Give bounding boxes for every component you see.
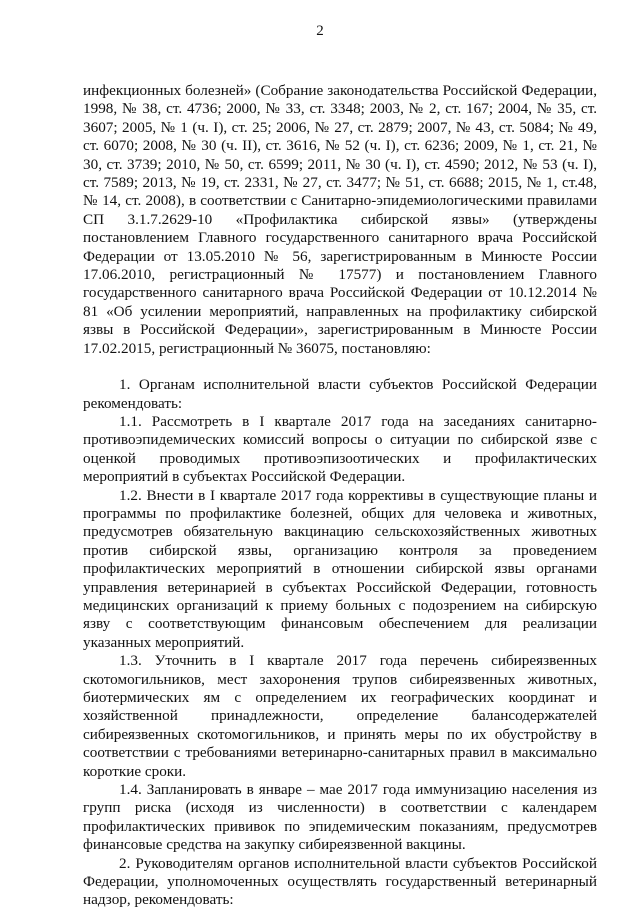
intro-paragraph: инфекционных болезней» (Собрание законодательства Российской Федерации, 1998, № 38, ст. 4736; 2000, № 33, ст. 3348; 2003, № 2, ст. 167; 2004, № 35, ст. 3607; 2005, № 1 (ч. I), ст. 25; 2006, № 27, ст. 2879; 2007, № 43, ст. 5084; № 49, ст. 6070; 2008, № 30 (ч. II), ст. 3616, № 52 (ч. I), ст. 6236; 2009, № 1, ст. 21, № 30, ст. 3739; 2010, № 50, ст. 6599; 2011, № 30 (ч. I), ст. 4590; 2012, № 53 (ч. I), ст. 7589; 2013, № 19, ст. 2331, № 27, ст. 3477; № 51, ст. 6688; 2015, № 1, ст.48, № 14, ст. 2008), в соответствии с Санитарно-эпидемиологическими правилами СП 3.1.7.2629-10 «Профилактика сибирской язвы» (утверждены постановлением Главного государственного санитарного врача Российской Федерации от 13.05.2010 № 56, зарегистрированным в Минюсте России 17.06.2010, регистрационный № 17577) и постановлением Главного государственного санитарного врача Российской Федерации от 10.12.2014 № 81 «Об усилении мероприятий, направленных на профилактику сибирской язвы в Российской Федерации», зарегистрированным в Минюсте России 17.02.2015, регистрационный № 36075, постановляю:	[83, 82, 597, 357]
item-1-1: 1.1. Рассмотреть в I квартале 2017 года на заседаниях санитарно-противоэпидемических комиссий вопросы о ситуации по сибирской язве с оценкой проводимых противоэпизоотических и профилактических мероприятий в субъектах Российской Федерации.	[83, 412, 597, 486]
item-1-4: 1.4. Запланировать в январе – мае 2017 года иммунизацию населения из групп риска (исходя из численности) в соответствии с календарем профилактических прививок по эпидемическим показаниям, предусмотрев финансовые средства на закупку сибиреязвенной вакцины.	[83, 781, 597, 854]
item-2: 2. Руководителям органов исполнительной власти субъектов Российской Федерации, уполномоченных осуществлять государственный ветеринарный надзор, рекомендовать:	[83, 854, 597, 909]
item-1: 1. Органам исполнительной власти субъектов Российской Федерации рекомендовать:	[83, 376, 597, 412]
page-number: 2	[316, 23, 324, 39]
item-1-2: 1.2. Внести в I квартале 2017 года коррективы в существующие планы и программы по профилактике болезней, общих для человека и животных, предусмотрев обязательную вакцинацию сельскохозяйственных животных против сибирской язвы, организацию контроля за проведением профилактических мероприятий в отношении сибирской язвы органами управления ветеринарией в субъектах Российской Федерации, готовность медицинских организаций к приему больных с подозрением на сибирскую язву с соответствующим финансовым обеспечением для реализации указанных мероприятий.	[83, 486, 597, 651]
item-1-3: 1.3. Уточнить в I квартале 2017 года перечень сибиреязвенных скотомогильников, мест захоронения трупов сибиреязвенных животных, биотермических ям с определением их географических координат и хозяйственной принадлежности, определение балансодержателей сибиреязвенных скотомогильников, и принять меры по их обустройству в соответствии с требованиями ветеринарно-санитарных правил в максимально короткие сроки.	[83, 652, 597, 780]
document-body	[83, 82, 597, 910]
